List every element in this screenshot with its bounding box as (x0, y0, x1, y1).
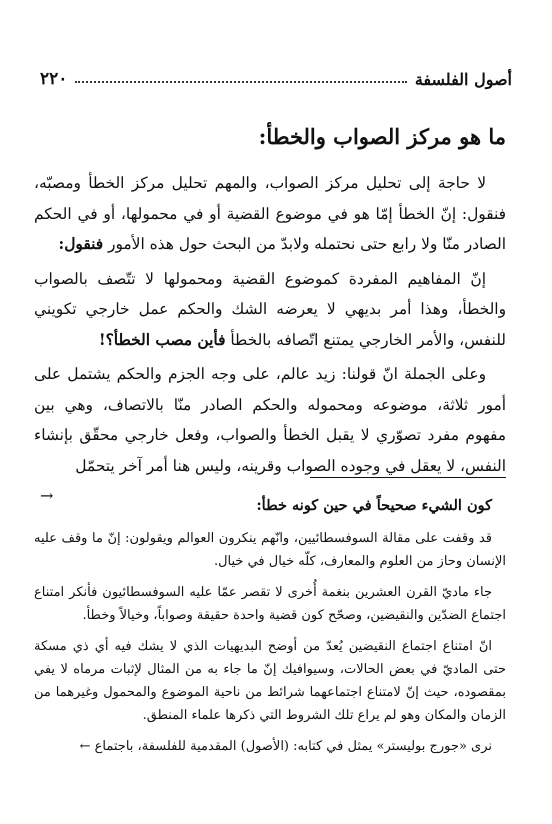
footnote-paragraph-3: انّ امتناع اجتماع النقيضين يُعدّ من أوضح البديهيات الذي لا يشك فيه أي ذي مسكة حتى الماديّ في بعض الحالات، وسيوافيك إنّ ما جاء به من المثال لإثبات مرماه لا يفي بمقصوده، حيث إنّ لامتناع اجتماعهما شرائط من ناحية الموضوع والمحمول وغيرهما من الزمان والمكان وهو لم يراع تلك الشروط التي ذكرها علماء المنطق. (34, 639, 506, 723)
paragraph-2-text: إنّ المفاهيم المفردة كموضوع القضية ومحمولها لا تتّصف بالصواب والخطأ، وهذا أمر بديهي لا يعرضه الشك والحكم عمل خارجي تكويني للنفس، والأمر الخارجي يمتنع اتّصافه بالخطأ (34, 269, 506, 349)
arrow-right-icon: → (40, 486, 54, 505)
paragraph-3: وعلى الجملة انّ قولنا: زيد عالم، على وجه الجزم والحكم يشتمل على أمور ثلاثة، موضوعه ومحموله والحكم الصادر منّا بالاتصاف، وهي بين مفهوم مفرد تصوّري لا يقبل الخطأ والصواب، وفعل خارجي محقّق بإنشاء النفس، لا يعقل في وجوده الصواب وقرينه، وليس هنا أمر آخر يتحمّل (34, 365, 506, 475)
running-title: أصول الفلسفة (414, 69, 512, 89)
paragraph-1-bold: فنقول: (58, 235, 104, 253)
footnote-divider (310, 477, 506, 478)
dotted-leader (75, 81, 406, 83)
footnote-paragraph-2: جاء ماديّ القرن العشرين بنغمة أُخرى لا تقصر عمّا عليه السوفسطائيون فأنكر امتناع اجتماع الضدّين والنقيضين، وصحّح كون قضية واحدة حقيقة وصواباً، وخيالاً وخطأ. (34, 585, 506, 623)
paragraph-2-bold: فأين مصب الخطأ؟! (98, 330, 226, 349)
paragraph-1-text: لا حاجة إلى تحليل مركز الصواب، والمهم تحليل مركز الخطأ ومصبّه، فنقول: إنّ الخطأ إمّا هو في موضوع القضية أو في محمولها، أو في الحكم الصادر منّا ولا رابع حتى نحتمله ولابدّ من البحث حول هذه الأمور (34, 174, 506, 253)
main-text (34, 168, 506, 485)
footnote-paragraph-1: قد وقفت على مقالة السوفسطائيين، وانّهم ينكرون العوالم ويقولون: إنّ ما وقف عليه الإنسان وحاز من العلوم والمعارف، كلّه خيال في خيال. (34, 531, 506, 569)
paragraph-2 (34, 264, 506, 356)
paragraph-1 (34, 168, 506, 260)
footnote-paragraph-4: نرى «جورج بوليستر» يمثل في كتابه: (الأصول) المقدمية للفلسفة، باجتماع ← (79, 739, 492, 754)
page-number: ٢٢٠ (40, 69, 68, 89)
footnote-title: كون الشيء صحيحاً في حين كونه خطأ: (256, 497, 492, 514)
running-header (40, 66, 512, 92)
footnotes (34, 494, 506, 766)
section-heading: ما هو مركز الصواب والخطأ: (258, 124, 506, 149)
